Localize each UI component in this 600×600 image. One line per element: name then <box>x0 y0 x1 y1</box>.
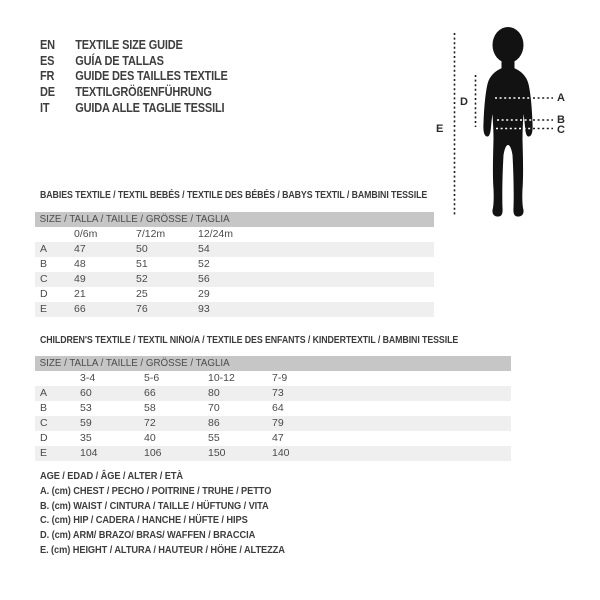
table-row <box>35 242 434 257</box>
title-de: TEXTILGRÖßENFÜHRUNG <box>75 84 212 99</box>
cell-value: 47 <box>74 243 86 255</box>
title-row-es <box>40 53 228 69</box>
children-col-header-1: 5-6 <box>144 372 160 384</box>
legend-line-arm: D. (cm) ARM/ BRAZO/ BRAS/ WAFFEN / BRACCIA <box>40 530 256 542</box>
marker-label-b: B <box>557 114 565 126</box>
cell-value: 51 <box>136 258 148 270</box>
lang-code-es: ES <box>40 53 55 68</box>
cell-value: 64 <box>272 402 284 414</box>
cell-value: 52 <box>136 273 148 285</box>
cell-value: 50 <box>136 243 148 255</box>
cell-value: 76 <box>136 303 148 315</box>
table-row <box>35 416 511 431</box>
babies-table-title-bar <box>35 212 434 227</box>
cell-value: 66 <box>74 303 86 315</box>
cell-value: 52 <box>198 258 210 270</box>
cell-value: 104 <box>80 447 98 459</box>
language-title-list <box>40 37 253 115</box>
title-row-de <box>40 84 228 100</box>
table-row <box>35 257 434 272</box>
cell-value: 53 <box>80 402 92 414</box>
lang-code-de: DE <box>40 84 55 99</box>
children-col-header-2: 10-12 <box>208 372 235 384</box>
title-it: GUIDA ALLE TAGLIE TESSILI <box>75 100 225 115</box>
row-label: C <box>40 273 48 285</box>
cell-value: 150 <box>208 447 226 459</box>
measurement-legend <box>40 470 312 559</box>
legend-line-waist: B. (cm) WAIST / CINTURA / TAILLE / HÜFTUNG / VITA <box>40 500 269 512</box>
row-label: B <box>40 258 48 270</box>
marker-label-a: A <box>557 92 565 104</box>
babies-section-heading: BABIES TEXTILE / TEXTIL BEBÉS / TEXTILE DES BÉBÉS / BABYS TEXTIL / BAMBINI TESSILE <box>40 190 428 201</box>
lang-code-en: EN <box>40 37 55 52</box>
cell-value: 21 <box>74 288 86 300</box>
child-silhouette <box>483 27 532 217</box>
babies-size-header-text: SIZE / TALLA / TAILLE / GRÖSSE / TAGLIA <box>39 213 230 225</box>
row-label: D <box>40 288 48 300</box>
table-row <box>35 287 434 302</box>
row-label: E <box>40 447 48 459</box>
empty-corner-cell <box>35 371 80 386</box>
child-silhouette-figure <box>425 13 600 225</box>
cell-value: 80 <box>208 387 220 399</box>
cell-value: 35 <box>80 432 92 444</box>
table-row <box>35 302 434 317</box>
title-fr: GUIDE DES TAILLES TEXTILE <box>75 69 228 84</box>
cell-value: 59 <box>80 417 92 429</box>
table-row <box>35 386 511 401</box>
legend-line-hip: C. (cm) HIP / CADERA / HANCHE / HÜFTE / HIPS <box>40 515 248 527</box>
cell-value: 140 <box>272 447 290 459</box>
children-table-title-bar <box>35 356 511 371</box>
row-label: C <box>40 417 48 429</box>
cell-value: 48 <box>74 258 86 270</box>
cell-value: 60 <box>80 387 92 399</box>
title-row-it <box>40 100 228 116</box>
babies-size-table <box>35 212 434 317</box>
cell-value: 86 <box>208 417 220 429</box>
title-es: GUÍA DE TALLAS <box>75 53 164 68</box>
cell-value: 55 <box>208 432 220 444</box>
cell-value: 58 <box>144 402 156 414</box>
row-label: D <box>40 432 48 444</box>
marker-label-e: E <box>436 123 444 135</box>
title-row-fr <box>40 68 228 84</box>
children-size-header-text: SIZE / TALLA / TAILLE / GRÖSSE / TAGLIA <box>39 357 230 369</box>
cell-value: 79 <box>272 417 284 429</box>
cell-value: 25 <box>136 288 148 300</box>
cell-value: 70 <box>208 402 220 414</box>
table-row <box>35 272 434 287</box>
babies-column-header-row <box>35 227 434 242</box>
row-label: A <box>40 243 48 255</box>
row-label: B <box>40 402 48 414</box>
marker-label-c: C <box>557 124 565 136</box>
cell-value: 72 <box>144 417 156 429</box>
table-row <box>35 446 511 461</box>
cell-value: 49 <box>74 273 86 285</box>
babies-col-header-1: 7/12m <box>136 228 166 240</box>
children-col-header-3: 7-9 <box>272 372 288 384</box>
cell-value: 106 <box>144 447 162 459</box>
cell-value: 93 <box>198 303 210 315</box>
lang-code-fr: FR <box>40 69 55 84</box>
children-column-header-row <box>35 371 511 386</box>
cell-value: 47 <box>272 432 284 444</box>
empty-corner-cell <box>35 227 74 242</box>
cell-value: 29 <box>198 288 210 300</box>
table-row <box>35 431 511 446</box>
title-en: TEXTILE SIZE GUIDE <box>75 37 183 52</box>
legend-age-line: AGE / EDAD / ÂGE / ALTER / ETÀ <box>40 471 184 482</box>
cell-value: 73 <box>272 387 284 399</box>
children-size-table <box>35 356 511 461</box>
cell-value: 66 <box>144 387 156 399</box>
title-row-en <box>40 37 228 53</box>
babies-col-header-2: 12/24m <box>198 228 234 240</box>
legend-line-chest: A. (cm) CHEST / PECHO / POITRINE / TRUHE / PETTO <box>40 485 272 497</box>
measurement-diagram <box>425 13 600 225</box>
lang-code-it: IT <box>40 100 50 115</box>
legend-line-height: E. (cm) HEIGHT / ALTURA / HAUTEUR / HÖHE / ALTEZZA <box>40 544 285 556</box>
table-row <box>35 401 511 416</box>
cell-value: 40 <box>144 432 156 444</box>
babies-col-header-0: 0/6m <box>74 228 98 240</box>
children-col-header-0: 3-4 <box>80 372 96 384</box>
row-label: A <box>40 387 48 399</box>
row-label: E <box>40 303 48 315</box>
children-section-heading: CHILDREN'S TEXTILE / TEXTIL NIÑO/A / TEXTILE DES ENFANTS / KINDERTEXTIL / BAMBINI TESSILE <box>40 335 459 346</box>
cell-value: 54 <box>198 243 210 255</box>
cell-value: 56 <box>198 273 210 285</box>
marker-label-d: D <box>460 96 468 108</box>
